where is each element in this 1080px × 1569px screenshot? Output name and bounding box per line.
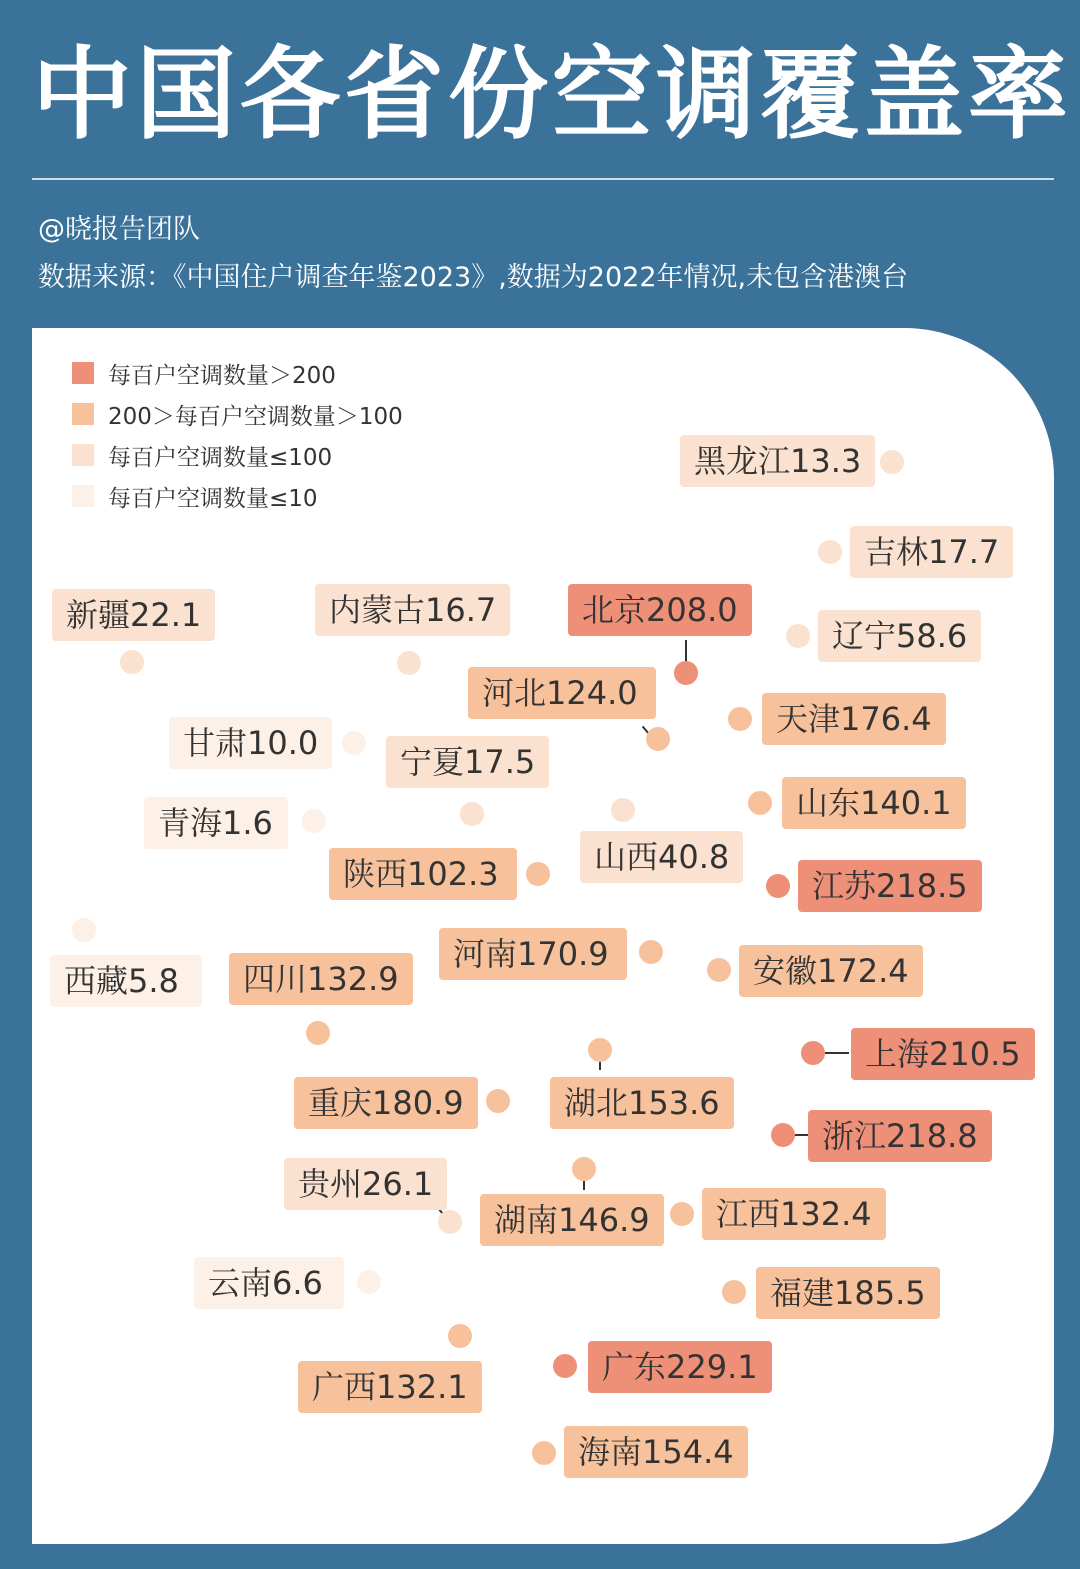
province-marker (448, 1324, 472, 1348)
province-label (169, 717, 332, 769)
province-marker (670, 1202, 694, 1226)
province-label (144, 797, 288, 849)
province-name: 黑龙江 (694, 442, 791, 480)
province-name: 广东 (602, 1348, 667, 1386)
province-label (798, 860, 982, 912)
province-label (480, 1194, 664, 1246)
province-label (50, 955, 202, 1007)
province-value: 185.5 (834, 1274, 926, 1312)
province-label (739, 945, 923, 997)
province-label (588, 1341, 772, 1393)
province-value: 132.9 (307, 960, 399, 998)
province-name: 重庆 (308, 1084, 373, 1122)
province-name: 青海 (158, 804, 223, 842)
province-marker (553, 1354, 577, 1378)
legend-swatch (72, 403, 94, 425)
province-value: 58.6 (896, 617, 968, 655)
legend-item (72, 440, 332, 470)
data-source: 数据来源：《中国住户调查年鉴2023》,数据为2022年情况,未包含港澳台 (38, 262, 909, 293)
province-value: 124.0 (546, 674, 638, 712)
province-value: 40.8 (658, 838, 730, 876)
province-name: 福建 (770, 1274, 835, 1312)
province-value: 140.1 (860, 784, 952, 822)
province-marker (572, 1157, 596, 1181)
province-name: 浙江 (822, 1117, 887, 1155)
province-label (284, 1158, 447, 1210)
province-label (568, 584, 752, 636)
province-marker (818, 540, 842, 564)
province-value: 170.9 (517, 935, 609, 973)
province-label (702, 1188, 886, 1240)
leader-line (685, 640, 687, 662)
province-value: 26.1 (362, 1165, 434, 1203)
province-label (298, 1361, 482, 1413)
province-value: 17.7 (928, 533, 1000, 571)
province-name: 宁夏 (400, 743, 465, 781)
province-name: 上海 (865, 1035, 930, 1073)
legend-swatch (72, 485, 94, 507)
province-value: 132.4 (780, 1195, 872, 1233)
province-name: 内蒙古 (329, 591, 426, 629)
province-value: 229.1 (666, 1348, 758, 1386)
province-name: 西藏 (64, 962, 129, 1000)
province-name: 天津 (776, 700, 841, 738)
province-value: 10.0 (247, 724, 319, 762)
province-name: 甘肃 (183, 724, 248, 762)
legend-item (72, 399, 403, 429)
province-value: 5.8 (128, 962, 179, 1000)
leader-line (825, 1052, 849, 1054)
province-name: 四川 (243, 960, 308, 998)
province-name: 海南 (578, 1433, 643, 1471)
province-value: 176.4 (840, 700, 932, 738)
province-label (550, 1077, 734, 1129)
province-name: 北京 (582, 591, 647, 629)
province-marker (801, 1041, 825, 1065)
province-value: 218.8 (886, 1117, 978, 1155)
province-label (808, 1110, 992, 1162)
province-label (52, 589, 215, 641)
legend-label: 200＞每百户空调数量＞100 (108, 403, 403, 430)
province-marker (438, 1210, 462, 1234)
province-marker (532, 1441, 556, 1465)
province-marker (306, 1021, 330, 1045)
province-value: 6.6 (272, 1264, 323, 1302)
province-marker (72, 918, 96, 942)
legend-label: 每百户空调数量≤100 (108, 444, 333, 471)
province-marker (771, 1123, 795, 1147)
province-name: 江西 (716, 1195, 781, 1233)
province-value: 180.9 (372, 1084, 464, 1122)
province-name: 山东 (796, 784, 861, 822)
province-label (315, 584, 510, 636)
legend-label: 每百户空调数量＞200 (108, 362, 336, 389)
province-value: 154.4 (642, 1433, 734, 1471)
province-name: 湖南 (494, 1201, 559, 1239)
province-marker (611, 798, 635, 822)
province-marker (460, 802, 484, 826)
province-name: 辽宁 (832, 617, 897, 655)
province-marker (674, 661, 698, 685)
province-marker (342, 731, 366, 755)
province-value: 132.1 (376, 1368, 468, 1406)
province-label (564, 1426, 748, 1478)
page-title: 中国各省份空调覆盖率 (32, 36, 1072, 153)
province-name: 江苏 (812, 867, 877, 905)
province-value: 172.4 (817, 952, 909, 990)
province-label (850, 526, 1013, 578)
province-marker (357, 1270, 381, 1294)
province-label (782, 777, 966, 829)
province-value: 13.3 (790, 442, 862, 480)
map-panel (32, 328, 1054, 1544)
province-name: 河北 (482, 674, 547, 712)
title-divider (32, 178, 1054, 180)
legend-swatch (72, 444, 94, 466)
province-marker (728, 707, 752, 731)
province-marker (588, 1038, 612, 1062)
province-value: 210.5 (929, 1035, 1021, 1073)
province-name: 安徽 (753, 952, 818, 990)
province-marker (786, 624, 810, 648)
province-value: 146.9 (558, 1201, 650, 1239)
author-credit: @晓报告团队 (38, 214, 200, 245)
province-name: 广西 (312, 1368, 377, 1406)
province-name: 贵州 (298, 1165, 363, 1203)
province-label (680, 435, 875, 487)
province-value: 22.1 (130, 596, 202, 634)
province-name: 湖北 (564, 1084, 629, 1122)
province-value: 16.7 (425, 591, 497, 629)
province-label (194, 1257, 344, 1309)
legend-item (72, 358, 336, 388)
province-name: 陕西 (343, 855, 408, 893)
province-marker (302, 809, 326, 833)
province-marker (646, 727, 670, 751)
province-marker (486, 1089, 510, 1113)
province-label (386, 736, 549, 788)
province-value: 208.0 (646, 591, 738, 629)
province-label (329, 848, 517, 900)
province-label (851, 1028, 1035, 1080)
province-name: 河南 (453, 935, 518, 973)
legend-label: 每百户空调数量≤10 (108, 485, 318, 512)
province-marker (707, 958, 731, 982)
province-label (756, 1267, 940, 1319)
province-marker (397, 651, 421, 675)
province-value: 153.6 (628, 1084, 720, 1122)
province-name: 云南 (208, 1264, 273, 1302)
province-label (580, 831, 743, 883)
province-label (762, 693, 946, 745)
province-label (294, 1077, 478, 1129)
province-name: 吉林 (864, 533, 929, 571)
legend-swatch (72, 362, 94, 384)
province-marker (748, 791, 772, 815)
province-value: 17.5 (464, 743, 536, 781)
province-marker (120, 650, 144, 674)
province-marker (526, 862, 550, 886)
province-label (439, 928, 627, 980)
province-name: 山西 (594, 838, 659, 876)
province-label (818, 610, 981, 662)
province-label (468, 667, 656, 719)
province-marker (766, 874, 790, 898)
province-marker (880, 450, 904, 474)
province-value: 218.5 (876, 867, 968, 905)
province-label (229, 953, 413, 1005)
province-marker (722, 1280, 746, 1304)
province-value: 1.6 (222, 804, 273, 842)
province-marker (639, 940, 663, 964)
province-value: 102.3 (407, 855, 499, 893)
legend-item (72, 481, 318, 511)
province-name: 新疆 (66, 596, 131, 634)
